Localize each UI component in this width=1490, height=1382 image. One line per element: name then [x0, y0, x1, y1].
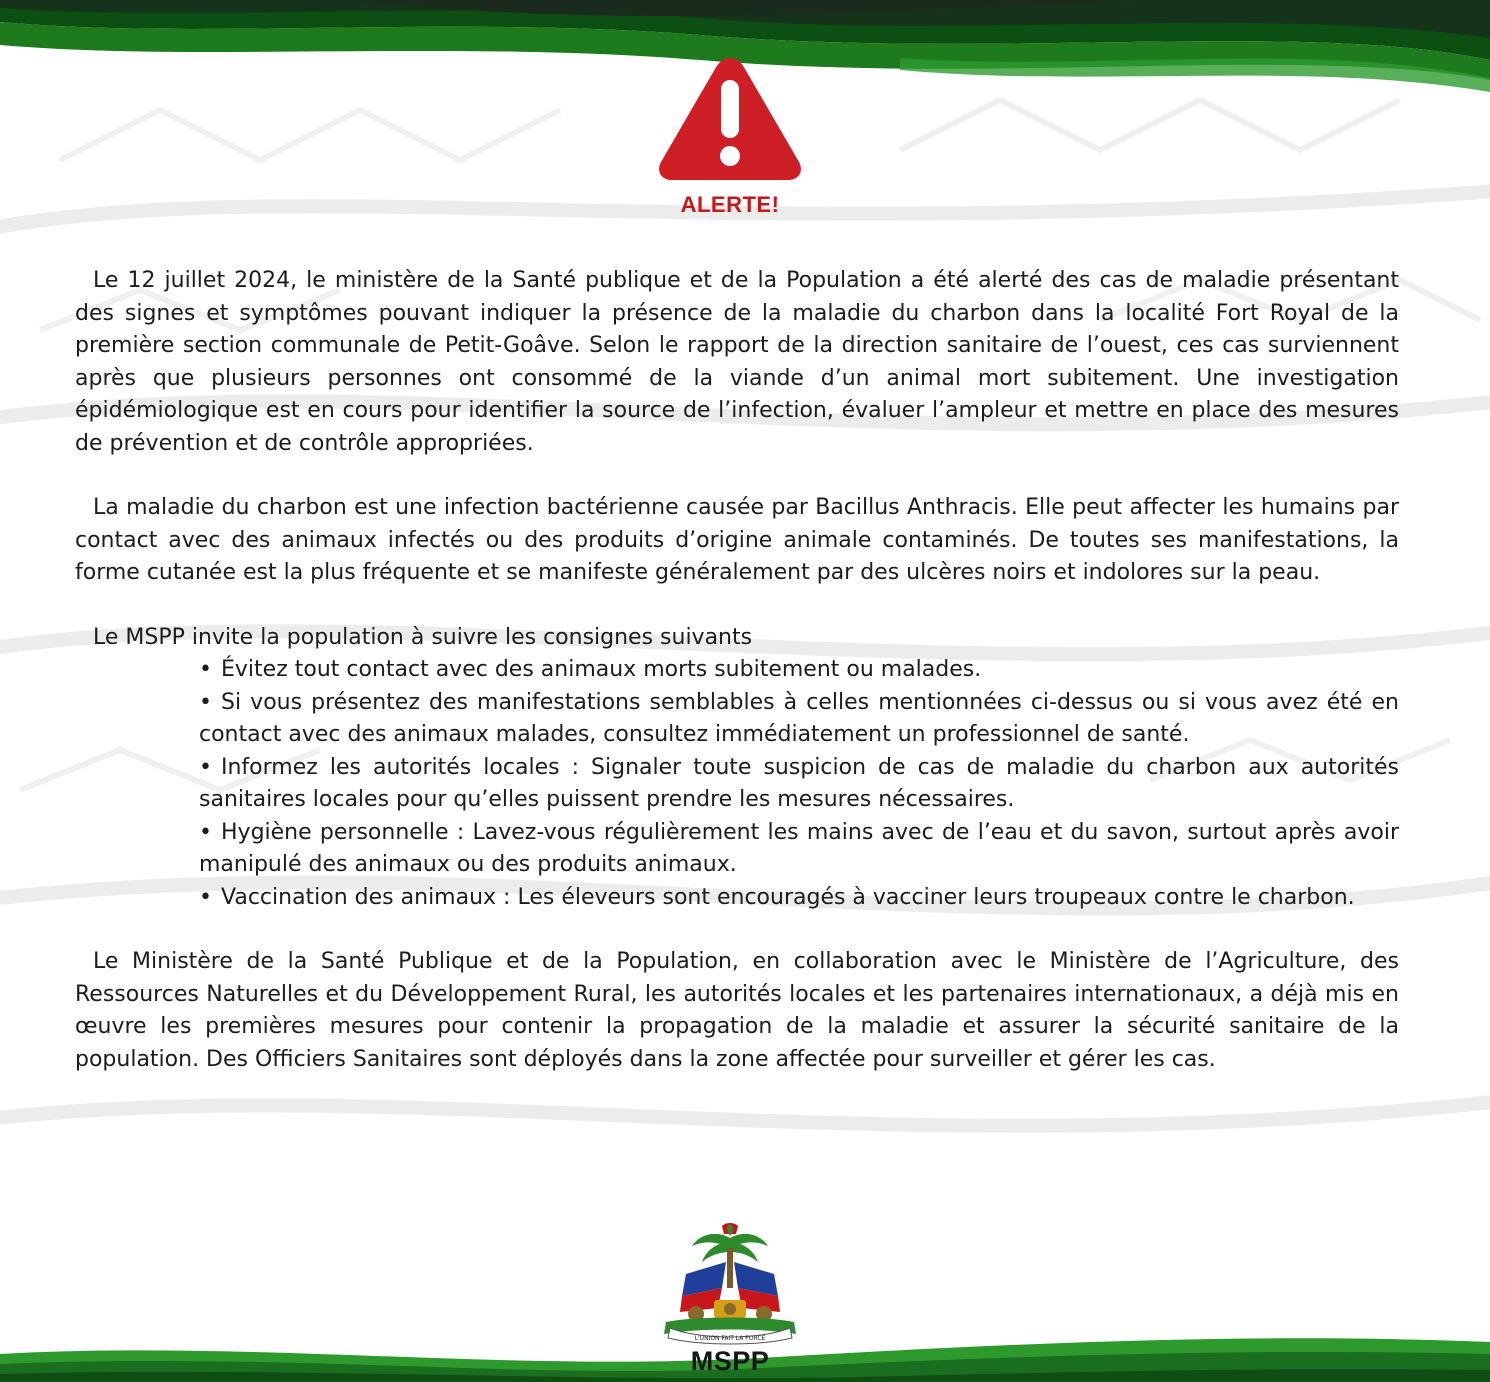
closing-paragraph: Le Ministère de la Santé Publique et de la Population, en collaboration avec le Ministère de l’Agriculture, des Ressources Naturelles et du Développement Rural, les autorités locales et les partenaires internationaux, a déjà mis en œuvre les premières mesures pour contenir la propagation de la maladie et assurer la sécurité sanitaire de la population. Des Officiers Sanitaires sont déployés dans la zone affectée pour surveiller et gérer les cas. [75, 949, 1399, 1072]
guideline-item [199, 882, 1399, 915]
guideline-text: Vaccination des animaux : Les éleveurs sont encouragés à vacciner leurs troupeaux contre le charbon. [221, 884, 1355, 910]
emblem-motto: L'UNION FAIT LA FORCE [694, 1335, 766, 1342]
guidelines-list [75, 654, 1399, 914]
bullet-dot: • [199, 819, 212, 845]
alert-title: ALERTE! [680, 192, 780, 217]
mspp-logo [650, 1222, 810, 1377]
bullet-dot: • [199, 689, 212, 715]
guideline-item [199, 817, 1399, 882]
warning-triangle-icon [655, 52, 805, 184]
guideline-item [199, 654, 1399, 687]
haiti-coat-of-arms-icon [656, 1222, 804, 1346]
guideline-text: Informez les autorités locales : Signaler toute suspicion de cas de maladie du charbon aux autorités sanitaires locales pour qu’elles puissent prendre les mesures nécessaires. [199, 754, 1399, 812]
bullet-dot: • [199, 884, 212, 910]
mspp-logo-text: MSPP [690, 1346, 770, 1376]
guideline-text: Évitez tout contact avec des animaux morts subitement ou malades. [221, 657, 982, 682]
guideline-item [199, 752, 1399, 817]
guidelines-intro: Le MSPP invite la population à suivre les consignes suivants [93, 624, 753, 650]
definition-paragraph: La maladie du charbon est une infection bactérienne causée par Bacillus Anthracis. Elle peut affecter les humains par contact avec des animaux infectés ou des produits d’origine animale contaminés. De toutes ses manifestations, la forme cutanée est la plus fréquente et se manifeste généralement par des ulcères noirs et indolores sur la peau. [75, 495, 1399, 585]
main-content [75, 265, 1399, 1108]
guideline-item [199, 687, 1399, 752]
bullet-dot: • [199, 754, 212, 780]
guideline-text: Si vous présentez des manifestations semblables à celles mentionnées ci-dessus ou si vous avez été en contact avec des animaux malades, consultez immédiatement un professionnel de santé. [199, 689, 1399, 747]
alert-header [655, 52, 805, 218]
guideline-text: Hygiène personnelle : Lavez-vous régulièrement les mains avec de l’eau et du savon, surtout après avoir manipulé des animaux ou des produits animaux. [199, 819, 1399, 877]
intro-paragraph: Le 12 juillet 2024, le ministère de la Santé publique et de la Population a été alerté des cas de maladie présentant des signes et symptômes pouvant indiquer la présence de la maladie du charbon dans la localité Fort Royal de la première section communale de Petit-Goâve. Selon le rapport de la direction sanitaire de l’ouest, ces cas surviennent après que plusieurs personnes ont consommé de la viande d’un animal mort subitement. Une investigation épidémiologique est en cours pour identifier la source de l’infection, évaluer l’ampleur et mettre en place des mesures de prévention et de contrôle appropriées. [75, 268, 1399, 456]
bullet-dot: • [199, 657, 212, 682]
